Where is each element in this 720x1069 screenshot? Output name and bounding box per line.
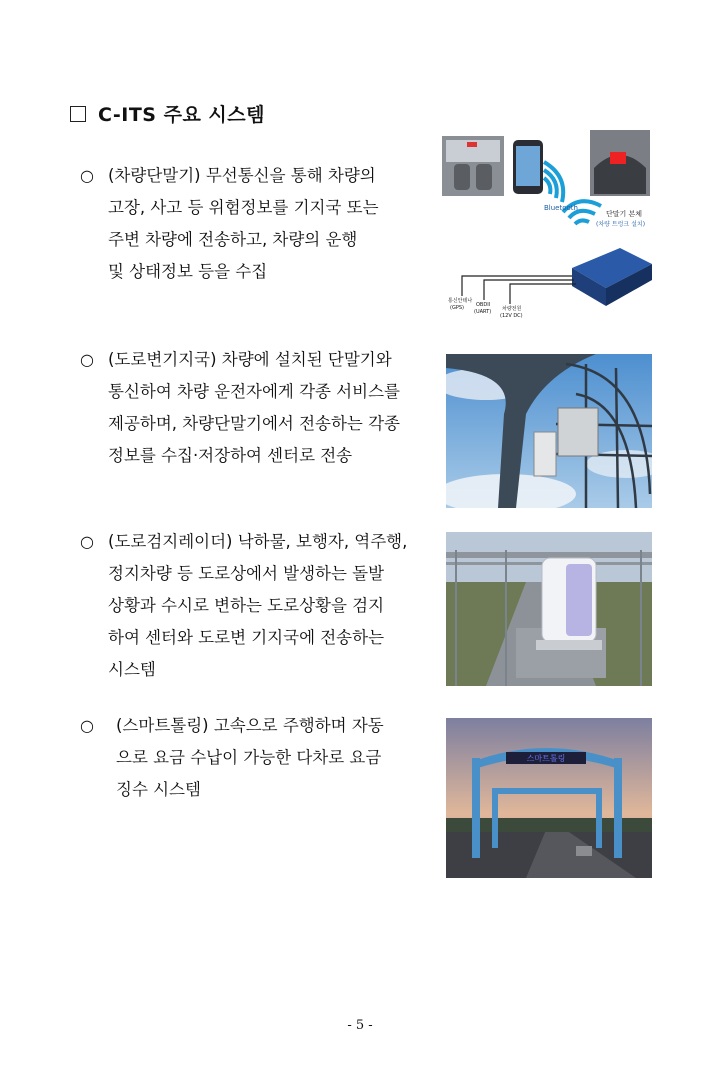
item-line: 주변 차량에 전송하고, 차량의 운행 <box>108 230 358 249</box>
item-line: 정지차량 등 도로상에서 발생하는 돌발 <box>108 564 385 583</box>
list-item-vehicle-terminal <box>80 160 430 290</box>
item-line: 징수 시스템 <box>116 780 201 799</box>
checkbox-square-icon <box>70 106 86 122</box>
gantry-sign-text: 스마트톨링 <box>526 754 566 763</box>
bullet-icon: ○ <box>80 532 94 551</box>
figure-roadside-station <box>446 354 652 508</box>
page-number: - 5 - <box>347 1018 373 1033</box>
list-item-smart-tolling <box>80 710 430 810</box>
bluetooth-label: Bluetooth <box>544 204 578 212</box>
item-text <box>116 710 430 806</box>
item-text <box>108 344 430 472</box>
item-line: 정보를 수집·저장하여 센터로 전송 <box>108 446 353 465</box>
svg-text:(12V DC): (12V DC) <box>500 313 523 319</box>
bullet-icon: ○ <box>80 166 94 185</box>
item-line: (차량단말기) 무선통신을 통해 차량의 <box>108 166 376 185</box>
figure-vehicle-terminal <box>440 128 655 328</box>
item-line: (스마트톨링) 고속으로 주행하며 자동 <box>116 716 384 735</box>
item-line: 및 상태정보 등을 수집 <box>108 262 268 281</box>
item-line: 통신하여 차량 운전자에게 각종 서비스를 <box>108 382 400 401</box>
item-line: 상황과 수시로 변하는 도로상황을 검지 <box>108 596 385 615</box>
list-item-roadside-station <box>80 344 430 474</box>
svg-text:(UART): (UART) <box>474 309 492 315</box>
list-item-road-radar <box>80 526 430 691</box>
svg-text:통신안테나: 통신안테나 <box>448 298 473 304</box>
wireless-signal-icon <box>544 162 563 202</box>
item-line: 고장, 사고 등 위험정보를 기지국 또는 <box>108 198 379 217</box>
item-line: (도로변기지국) 차량에 설치된 단말기와 <box>108 350 392 369</box>
terminal-wires <box>462 276 576 304</box>
item-line: 으로 요금 수납이 가능한 다차로 요금 <box>116 748 382 767</box>
item-text <box>108 160 430 288</box>
item-line: 하여 센터와 도로변 기지국에 전송하는 <box>108 628 385 647</box>
svg-text:차량전원: 차량전원 <box>502 306 522 312</box>
unit-label: 단말기 본체 <box>606 210 643 218</box>
unit-sublabel: (차량 트렁크 설치) <box>596 221 646 228</box>
road-radar-photo <box>446 532 652 686</box>
svg-text:OBDII: OBDII <box>476 302 491 308</box>
section-heading-text: C-ITS 주요 시스템 <box>98 104 265 126</box>
section-heading <box>70 100 265 127</box>
svg-text:(GPS): (GPS) <box>450 305 464 311</box>
roadside-station-photo <box>446 354 652 508</box>
bullet-icon: ○ <box>80 350 94 369</box>
smart-tolling-photo <box>446 718 652 878</box>
item-line: 시스템 <box>108 660 156 679</box>
item-line: 제공하며, 차량단말기에서 전송하는 각종 <box>108 414 400 433</box>
item-text <box>108 526 430 686</box>
figure-road-radar <box>446 532 652 686</box>
item-line: (도로검지레이더) 낙하물, 보행자, 역주행, <box>108 532 408 551</box>
figure-smart-tolling <box>446 718 652 878</box>
vehicle-terminal-diagram <box>440 128 655 328</box>
bullet-icon: ○ <box>80 716 94 735</box>
